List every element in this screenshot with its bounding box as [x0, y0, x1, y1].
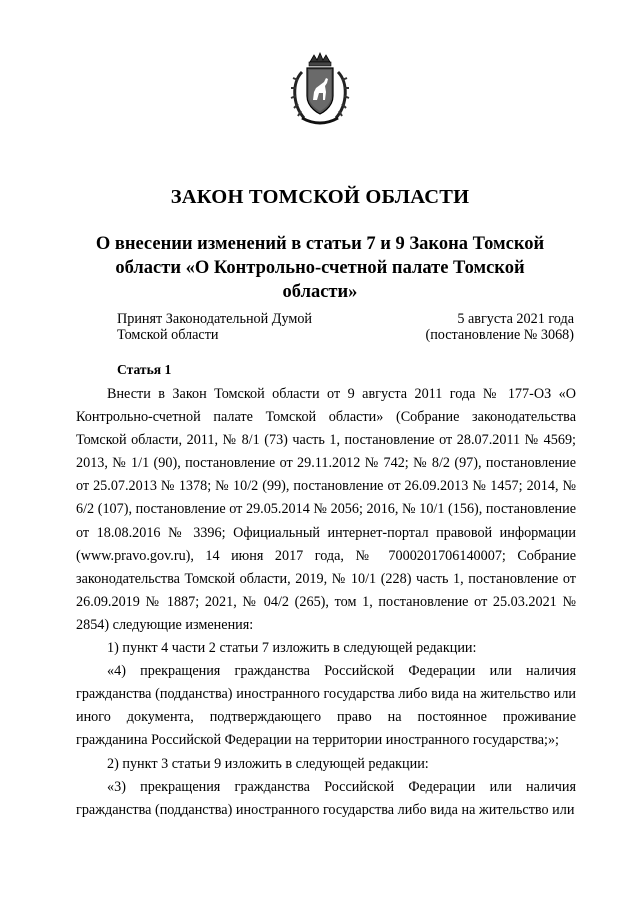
adoption-body-line1: Принят Законодательной Думой: [117, 311, 313, 327]
paragraph-item-2: 2) пункт 3 статьи 9 изложить в следующей редакции:: [107, 755, 429, 772]
adoption-date: 5 августа 2021 года: [457, 311, 574, 327]
adoption-details: [425, 311, 574, 343]
paragraph-item-1: 1) пункт 4 части 2 статьи 7 изложить в следующей редакции:: [107, 640, 477, 657]
article-body: [76, 383, 576, 822]
adoption-body: [117, 311, 312, 343]
adoption-body-line2: Томской области: [117, 327, 219, 343]
paragraph-intro: Внести в Закон Томской области от 9 августа 2011 года № 177-ОЗ «О Контрольно-счетной палате Томской области» (Собрание законодательства Томской области, 2011, № 8/1 (73) часть 1, постановление от 28.07.2011 № 4569; 2013, № 1/1 (90), постановление от 29.11.2012 № 742; № 8/2 (97), постановление от 25.07.2013 № 1378; № 10/2 (99), постановление от 26.09.2013 № 1457; 2014, № 6/2 (107), постановление от 29.05.2014 № 2056; 2016, № 10/1 (156), постановление от 18.08.2016 № 3396; Официальный интернет-портал правовой информации (www.pravo.gov.ru), 14 июня 2017 года, № 7000201706140007; Собрание законодательства Томской области, 2019, № 10/1 (228) часть 1, постановление от 26.09.2019 № 1887; 2021, № 04/2 (265), том 1, постановление от 25.03.2021 № 2854) следующие изменения:: [76, 386, 576, 633]
paragraph-quote-2: «3) прекращения гражданства Российской Федерации или наличия гражданства (подданства) иностранного государства либо вида на жительство или: [76, 778, 576, 818]
law-title: ЗАКОН ТОМСКОЙ ОБЛАСТИ: [170, 186, 470, 208]
article-heading: Статья 1: [117, 362, 172, 377]
paragraph-quote-1: «4) прекращения гражданства Российской Федерации или наличия гражданства (подданства) иностранного государства либо вида на жительство или иного документа, подтверждающего право на постоянное проживание гражданина Российской Федерации на территории иностранного государства;»;: [76, 663, 576, 749]
resolution-number: (постановление № 3068): [425, 327, 574, 343]
coat-of-arms-icon: [288, 52, 352, 128]
law-subtitle: О внесении изменений в статьи 7 и 9 Закона Томской области «О Контрольно-счетной палате Томской области»: [95, 234, 545, 302]
